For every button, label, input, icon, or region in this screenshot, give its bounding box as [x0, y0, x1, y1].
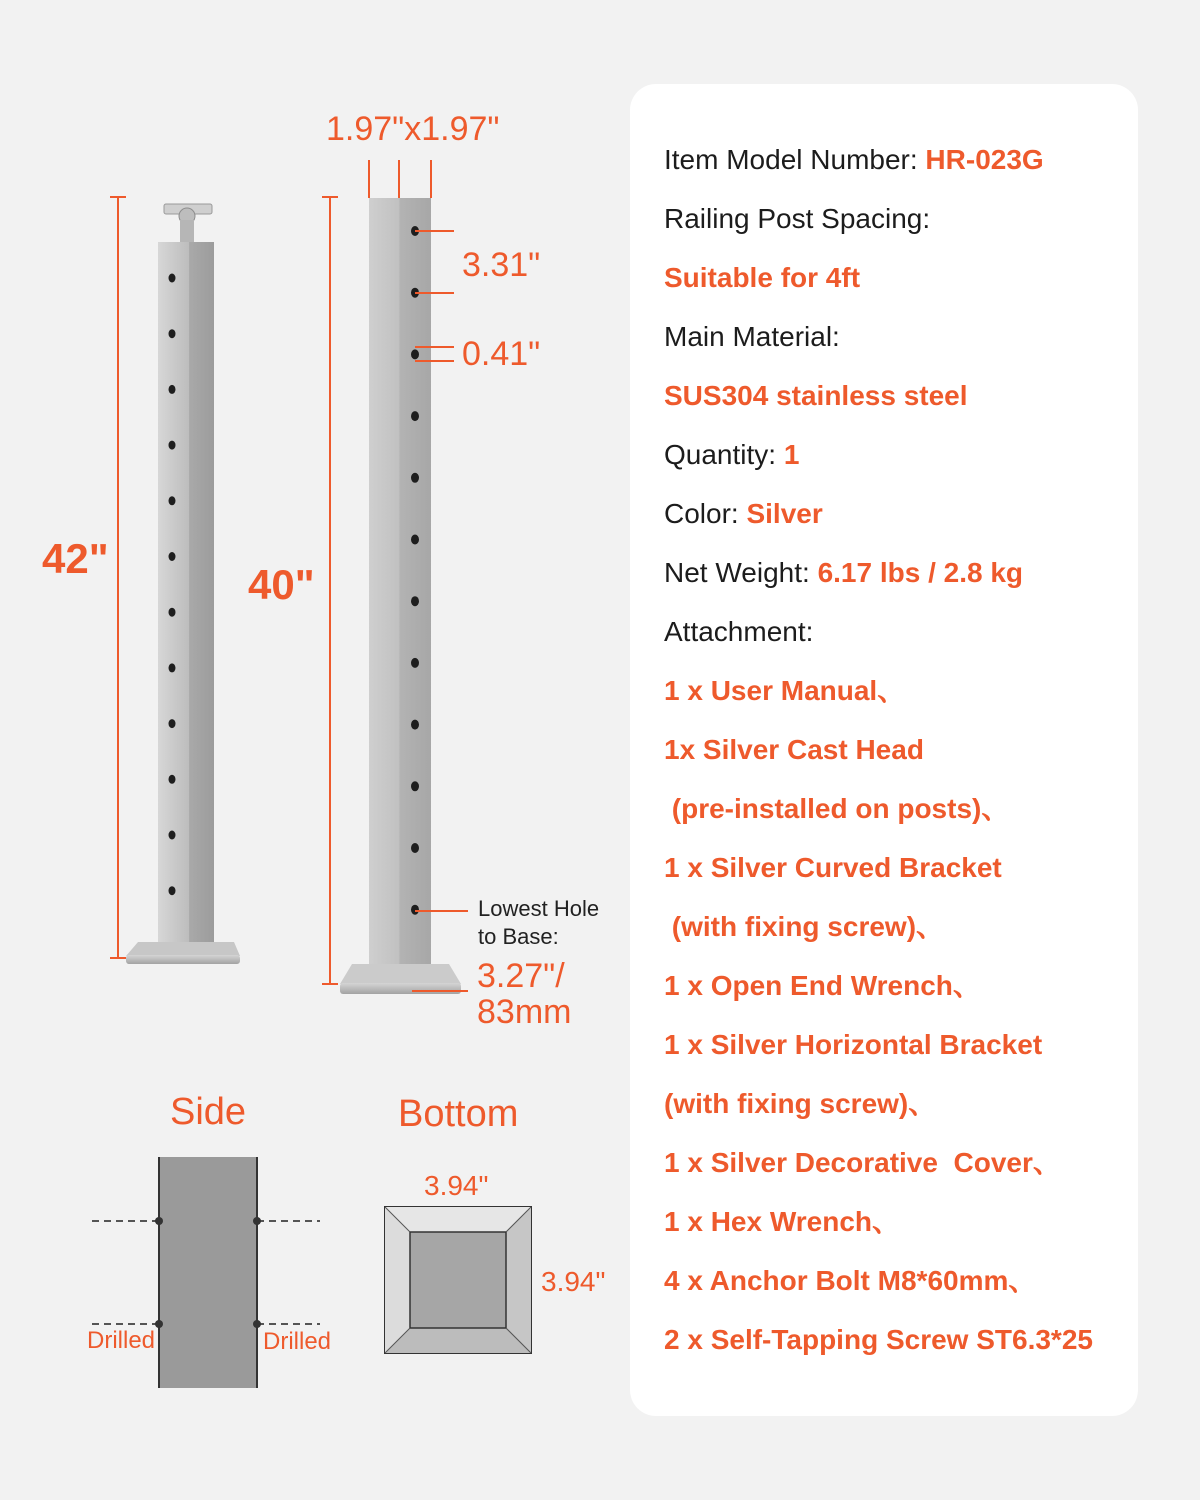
spec-line: [664, 602, 1134, 661]
spec-line: [664, 425, 1134, 484]
spec-value: Silver: [746, 498, 823, 529]
spec-line: [664, 543, 1134, 602]
post-hole: [169, 496, 176, 505]
hole-spacing-label: 3.31": [462, 246, 541, 284]
spec-line: [664, 307, 1134, 366]
spec-value: 6.17 lbs / 2.8 kg: [817, 557, 1024, 588]
spec-label: Quantity:: [664, 439, 784, 470]
post-size-label: 1.97"x1.97": [326, 110, 500, 148]
post-hole: [169, 886, 176, 895]
spec-list: [664, 130, 1134, 1369]
post-hole: [169, 274, 176, 283]
drilled-left-label: Drilled: [87, 1327, 156, 1354]
spec-line: [664, 1133, 1134, 1192]
spec-line: [664, 779, 1134, 838]
spec-line: [664, 366, 1134, 425]
post-hole: [411, 720, 419, 730]
spec-line: [664, 130, 1134, 189]
spec-value: 1 x Open End Wrench、: [664, 970, 981, 1001]
lowest-hole-label: Lowest Hole to Base:: [478, 896, 600, 949]
post-hole: [411, 596, 419, 606]
post-hole: [411, 781, 419, 791]
post-hole: [411, 535, 419, 545]
spec-line: [664, 1192, 1134, 1251]
bottom-depth-label: 3.94": [541, 1266, 606, 1297]
spec-value: 1 x Silver Decorative Cover、: [664, 1147, 1061, 1178]
side-view-title: Side: [170, 1091, 247, 1133]
bottom-width-label: 3.94": [424, 1170, 489, 1201]
spec-line: [664, 1074, 1134, 1133]
lowest-hole-value: 3.27"/ 83mm: [477, 957, 572, 1031]
post-hole: [411, 843, 419, 853]
post-hole: [169, 831, 176, 840]
post-hole: [411, 349, 419, 359]
post-hole: [411, 411, 419, 421]
post-hole: [411, 473, 419, 483]
spec-line: [664, 1251, 1134, 1310]
post-hole: [169, 719, 176, 728]
height-42-label: 42": [42, 535, 109, 582]
post-hole: [169, 775, 176, 784]
post-without-head: [340, 198, 461, 994]
post-hole: [169, 329, 176, 338]
post-hole: [169, 385, 176, 394]
spec-line: [664, 248, 1134, 307]
post-hole: [169, 441, 176, 450]
spec-line: [664, 956, 1134, 1015]
spec-line: [664, 661, 1134, 720]
spec-label: Railing Post Spacing:: [664, 203, 931, 234]
post-hole: [411, 905, 419, 915]
spec-line: [664, 720, 1134, 779]
spec-label: Main Material:: [664, 321, 840, 352]
spec-value: HR-023G: [925, 144, 1044, 175]
post-with-head: [126, 204, 240, 964]
spec-label: Item Model Number:: [664, 144, 926, 175]
spec-label: Attachment:: [664, 616, 814, 647]
spec-line: [664, 1015, 1134, 1074]
bottom-view: [385, 1207, 531, 1353]
spec-value: 4 x Anchor Bolt M8*60mm、: [664, 1265, 1037, 1296]
spec-value: 1 x User Manual、: [664, 675, 906, 706]
spec-value: (with fixing screw)、: [664, 911, 945, 942]
spec-line: [664, 189, 1134, 248]
spec-line: [664, 1310, 1134, 1369]
hole-diameter-label: 0.41": [462, 335, 541, 373]
post-hole: [169, 608, 176, 617]
spec-label: Color:: [664, 498, 747, 529]
spec-value: (pre-installed on posts)、: [664, 793, 1010, 824]
bottom-view-title: Bottom: [398, 1093, 519, 1135]
spec-value: 1: [783, 439, 800, 470]
post-hole: [169, 552, 176, 561]
spec-value: 1 x Silver Curved Bracket: [664, 852, 1002, 883]
spec-value: Suitable for 4ft: [664, 262, 861, 293]
spec-line: [664, 838, 1134, 897]
spec-value: 1 x Hex Wrench、: [664, 1206, 901, 1237]
spec-value: 1 x Silver Horizontal Bracket: [664, 1029, 1043, 1060]
post-hole: [169, 663, 176, 672]
spec-value: (with fixing screw)、: [664, 1088, 937, 1119]
post-hole: [411, 658, 419, 668]
spec-value: 2 x Self-Tapping Screw ST6.3*25: [664, 1324, 1093, 1355]
spec-line: [664, 484, 1134, 543]
spec-line: [664, 897, 1134, 956]
spec-value: SUS304 stainless steel: [664, 380, 968, 411]
height-40-label: 40": [248, 561, 315, 608]
drilled-right-label: Drilled: [263, 1328, 332, 1355]
spec-label: Net Weight:: [664, 557, 818, 588]
spec-value: 1x Silver Cast Head: [664, 734, 924, 765]
